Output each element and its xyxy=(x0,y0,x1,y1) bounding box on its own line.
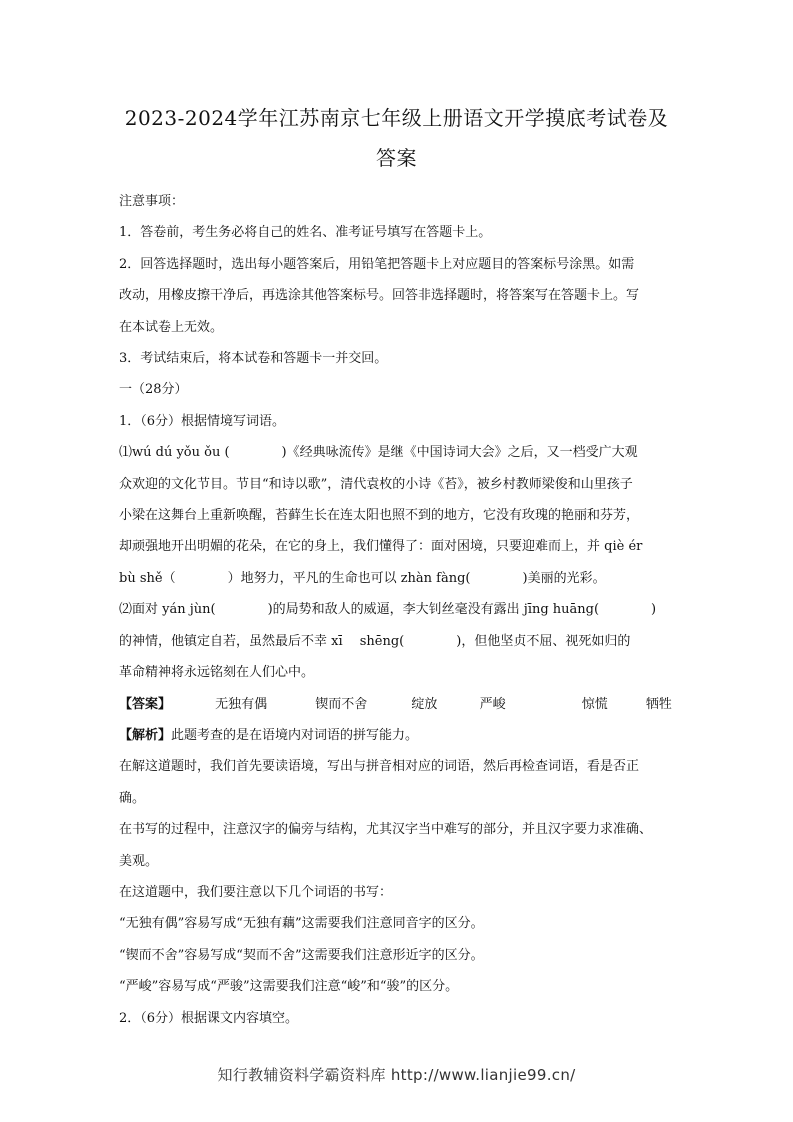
question-heading: 2．（6分）根据课文内容填空。 xyxy=(119,1010,299,1026)
document-title xyxy=(100,100,693,176)
text-line: 在这道题中，我们要注意以下几个词语的书写： xyxy=(119,884,393,900)
question-heading: 1．（6分）根据情境写词语。 xyxy=(119,413,286,429)
text-line: 在解这道题时，我们首先要读语境，写出与拼音相对应的词语，然后再检查词语，看是否正 xyxy=(119,759,640,775)
answer-item: 绽放 xyxy=(411,696,438,712)
text-line: 2．回答选择题时，选出每小题答案后，用铅笔把答题卡上对应题目的答案标号涂黑。如需 xyxy=(119,256,635,272)
text-line: 改动，用橡皮擦干净后，再选涂其他答案标号。回答非选择题时，将答案写在答题卡上。写 xyxy=(119,288,640,304)
text-line: ⑴wú dú yǒu ǒu ( )《经典咏流传》是继《中国诗词大会》之后，又一档受广大观 xyxy=(119,445,638,461)
text-line: “严峻”容易写成“严骏”这需要我们注意“峻”和“骏”的区分。 xyxy=(119,979,459,995)
answer-item: 锲而不舍 xyxy=(315,696,368,712)
text-line: 的神情，他镇定自若，虽然最后不幸 xī shēng( )，但他坚贞不屈、视死如归的 xyxy=(119,633,631,649)
text-line: “无独有偶”容易写成“无独有藕”这需要我们注意同音字的区分。 xyxy=(119,916,484,932)
page-footer: 知行教辅资料学霸资料库 http://www.lianjie99.cn/ xyxy=(217,1066,576,1084)
text-line: ⑵面对 yán jùn( )的局势和敌人的威逼，李大钊丝毫没有露出 jīng huāng( ) xyxy=(119,602,657,618)
text-line: 在本试卷上无效。 xyxy=(119,319,224,335)
answer-label: 【答案】 xyxy=(119,696,172,712)
analysis-line xyxy=(119,720,677,751)
analysis-text: 此题考查的是在语境内对词语的拼写能力。 xyxy=(171,727,419,743)
text-line: 确。 xyxy=(119,790,146,806)
section-heading: 一（28分） xyxy=(119,382,188,398)
text-line: 众欢迎的文化节目。节目“和诗以歌”，清代袁枚的小诗《苔》，被乡村教师梁俊和山里孩子 xyxy=(119,476,633,492)
title-line-1: 2023-2024学年江苏南京七年级上册语文开学摸底考试卷及 xyxy=(124,106,669,130)
answer-line xyxy=(119,689,677,720)
analysis-label: 【解析】 xyxy=(119,727,172,743)
answer-item: 严峻 xyxy=(479,696,506,712)
text-line: 3．考试结束后，将本试卷和答题卡一并交回。 xyxy=(119,351,388,367)
answer-item: 牺牲 xyxy=(645,696,672,712)
text-line: 注意事项： xyxy=(119,194,185,209)
text-line: 却顽强地开出明媚的花朵，在它的身上，我们懂得了：面对困境，只要迎难而上，并 qiè ér xyxy=(119,539,643,555)
title-line-2: 答案 xyxy=(376,146,417,170)
text-line: 革命精神将永远铭刻在人们心中。 xyxy=(119,665,315,681)
text-line: 在书写的过程中，注意汉字的偏旁与结构，尤其汉字当中难写的部分，并且汉字要力求准确、 xyxy=(119,822,653,838)
answer-item: 无独有偶 xyxy=(215,696,268,712)
answer-item: 惊慌 xyxy=(581,696,608,712)
text-line: 小梁在这舞台上重新唤醒，苔藓生长在连太阳也照不到的地方，它没有玫瑰的艳丽和芬芳， xyxy=(119,508,640,524)
text-line: 1．答卷前，考生务必将自己的姓名、准考证号填写在答题卡上。 xyxy=(119,225,492,241)
text-line: bù shě（ ）地努力，平凡的生命也可以 zhàn fàng( )美丽的光彩。 xyxy=(119,570,606,586)
document-body xyxy=(119,186,677,1034)
text-line: “锲而不舍”容易写成“契而不舍”这需要我们注意形近字的区分。 xyxy=(119,947,484,963)
text-line: 美观。 xyxy=(119,853,159,869)
